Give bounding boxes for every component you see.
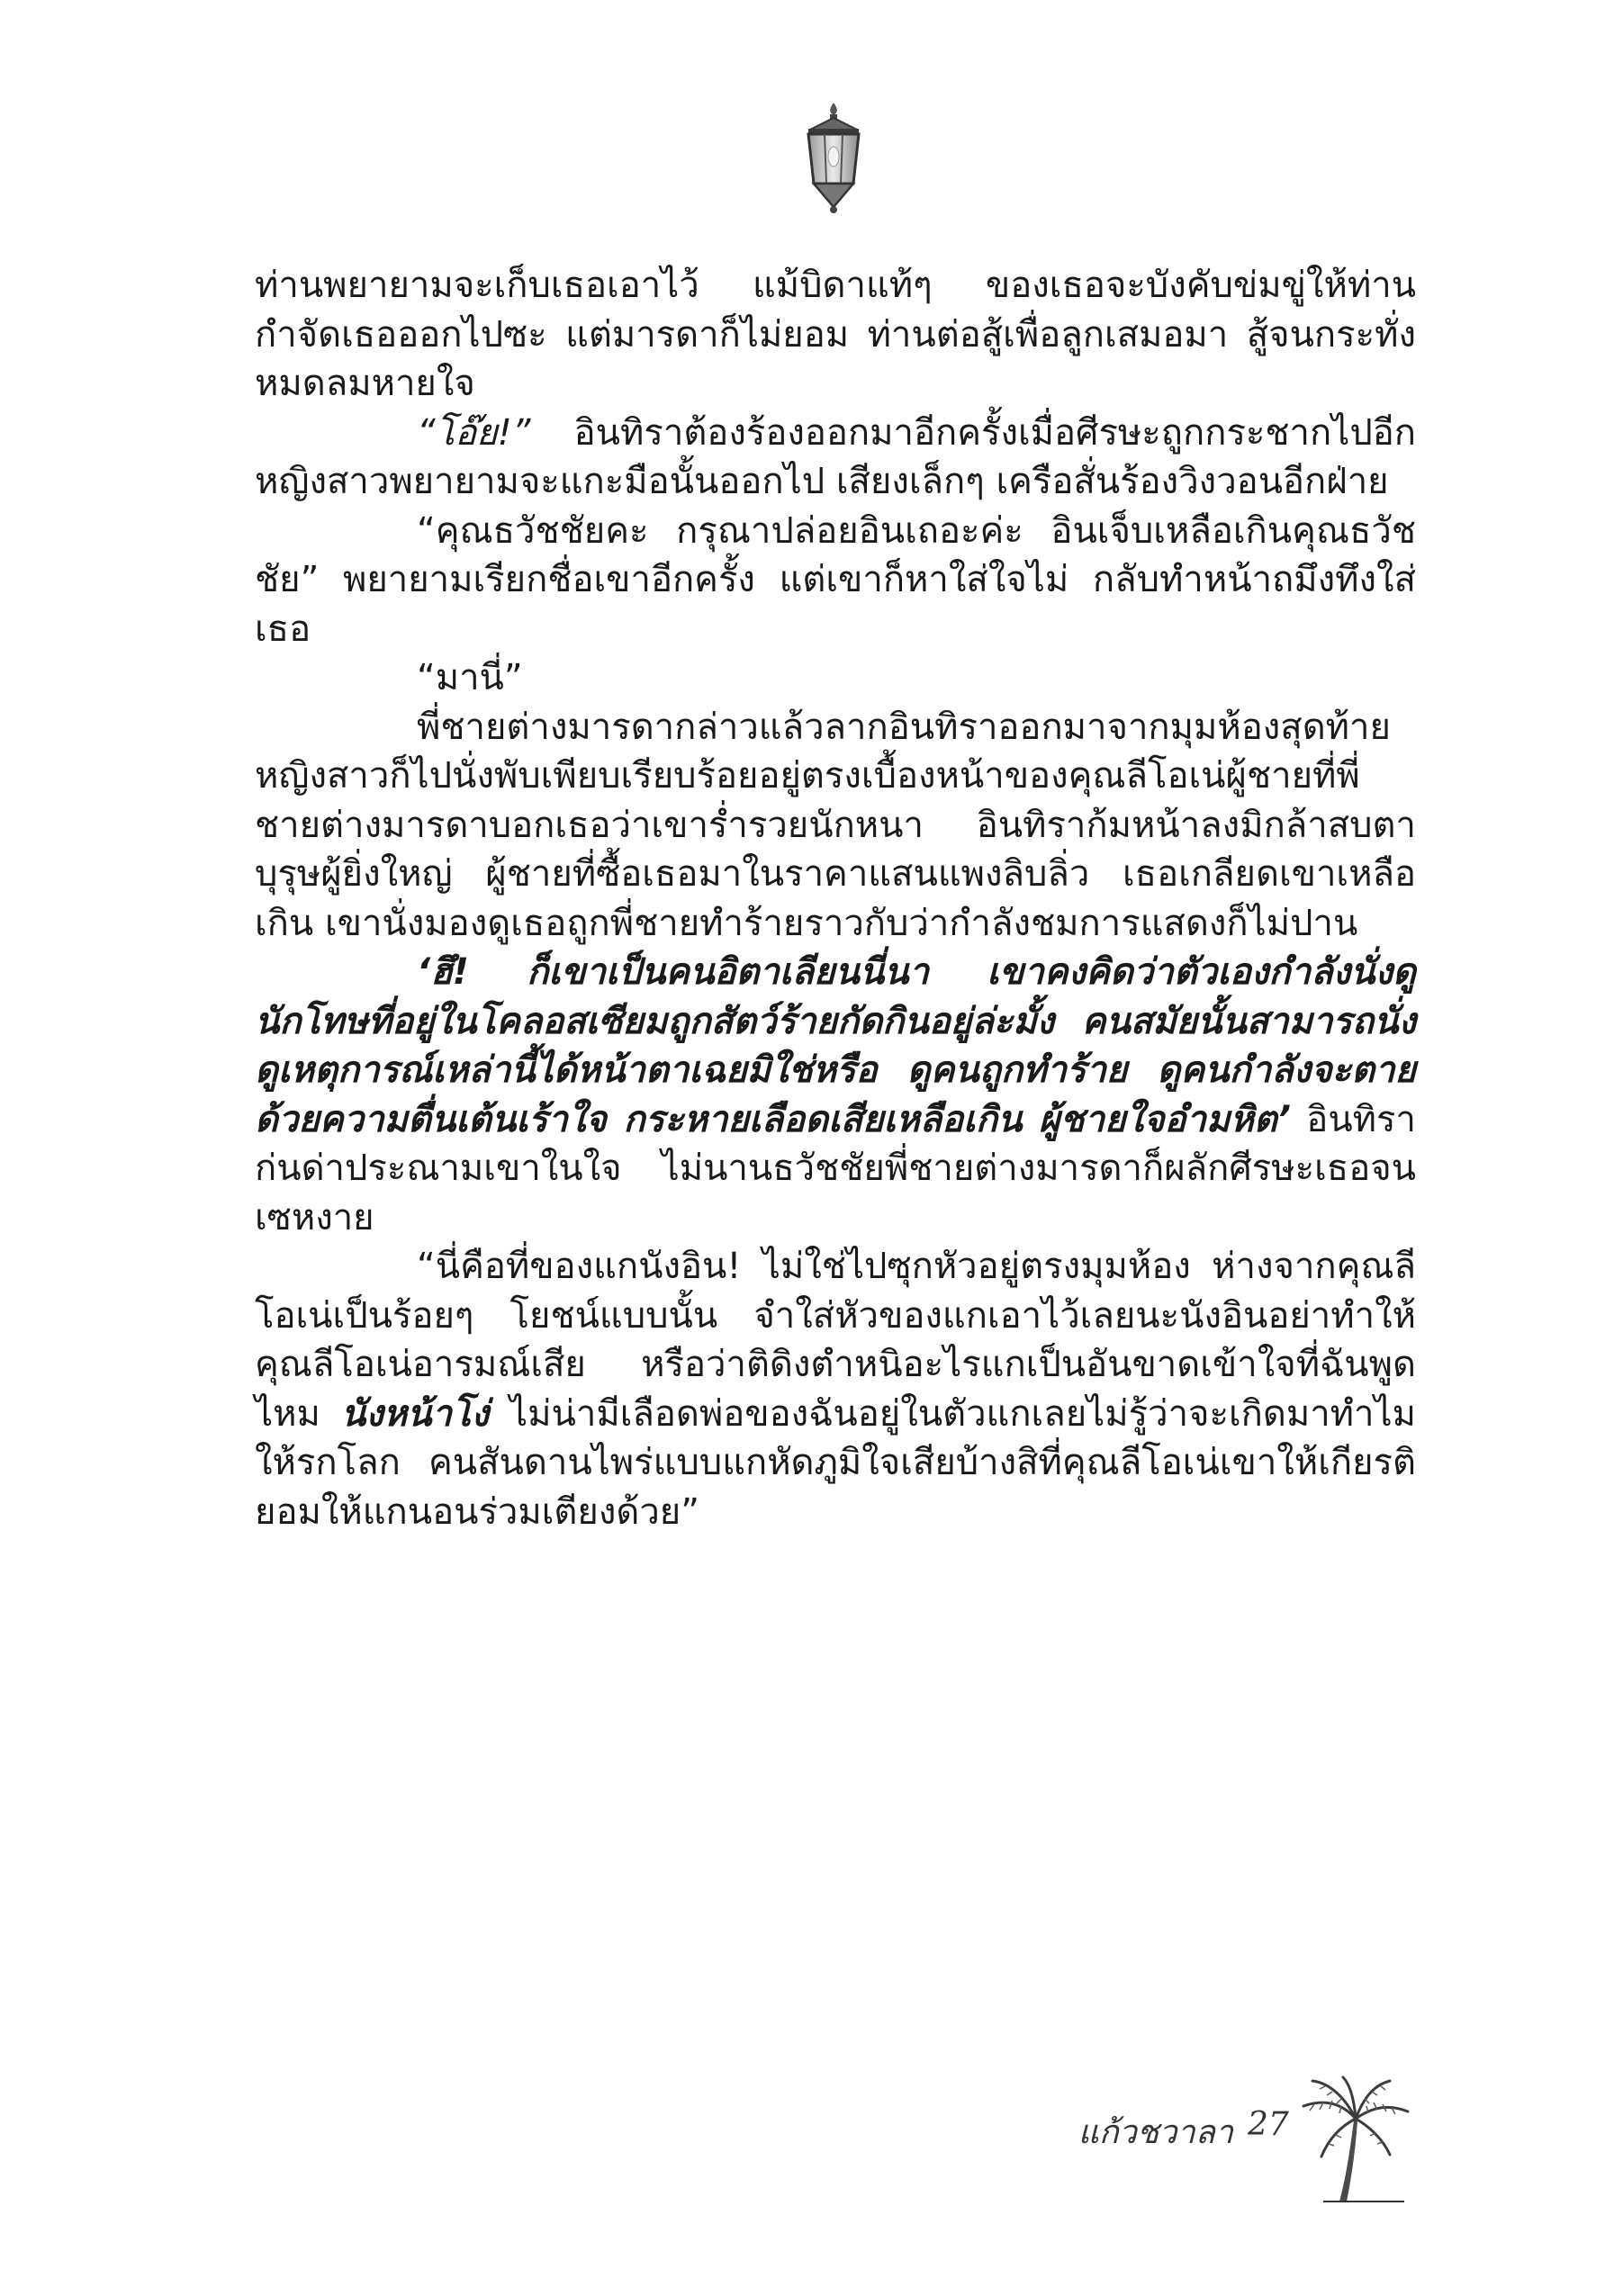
- page-footer: [936, 2086, 1404, 2203]
- text-run: อินทิราก่นด่าประณามเขาในใจ ไม่นานธวัชชัยพี่ชายต่างมารดาก็ผลักศีรษะเธอจนเซหงาย: [255, 1098, 1416, 1238]
- text-run: ไม่น่ามีเลือดพ่อของฉันอยู่ในตัวแกเลยไม่รู้ว่าจะเกิดมาทำไมให้รกโลก คนสันดานไพร่แบบแกหัดภูมิใจเสียบ้างสิที่คุณลีโอเน่เขาให้เกียรติยอมให้แกนอนร่วมเตียงด้วย”: [255, 1392, 1416, 1533]
- paragraph: [255, 1242, 1416, 1536]
- paragraph: [255, 261, 1416, 409]
- text-run: ‘ฮึ! ก็เขาเป็นคนอิตาเลียนนี่นา เขาคงคิดว่าตัวเองกำลังนั่งดูนักโทษที่อยู่ในโคลอสเซียมถูกสัตว์ร้ายกัดกินอยู่ล่ะมั้ง คนสมัยนั้นสามารถนั่งดูเหตุการณ์เหล่านี้ได้หน้าตาเฉยมิใช่หรือ ดูคนถูกทำร้าย ดูคนกำลังจะตายด้วยความตื่นเต้นเร้าใจ กระหายเลือดเสียเหลือเกิน ผู้ชายใจอำมหิต’: [255, 951, 1416, 1140]
- paragraph: [255, 653, 1416, 703]
- body-text: [255, 261, 1416, 1536]
- text-run: อินทิราต้องร้องออกมาอีกครั้งเมื่อศีรษะถูกกระชากไปอีก หญิงสาวพยายามจะแกะมือนั้นออกไป เสียงเล็กๆ เครือสั่นร้องวิงวอนอีกฝ่าย: [255, 411, 1416, 502]
- text-run: “นี่คือที่ของแกนังอิน! ไม่ใช่ไปซุกหัวอยู่ตรงมุมห้อง ห่างจากคุณลีโอเน่เป็นร้อยๆ โยชน์แบบนั้น จำใส่หัวของแกเอาไว้เลยนะนังอินอย่าทำให้คุณลีโอเน่อารมณ์เสีย หรือว่าติดิงตำหนิอะไรแกเป็นอันขาดเข้าใจที่ฉันพูดไหม: [255, 1246, 1416, 1435]
- page-number: 27: [1248, 2106, 1289, 2143]
- paragraph: [255, 507, 1416, 654]
- paragraph: [255, 948, 1416, 1242]
- text-run: นังหน้าโง่: [340, 1392, 489, 1435]
- text-run: “โอ๊ย!”: [417, 411, 531, 454]
- paragraph: [255, 409, 1416, 507]
- text-run: พี่ชายต่างมารดากล่าวแล้วลากอินทิราออกมาจากมุมห้องสุดท้ายหญิงสาวก็ไปนั่งพับเพียบเรียบร้อยอยู่ตรงเบื้องหน้าของคุณลีโอเน่ผู้ชายที่พี่ชายต่างมารดาบอกเธอว่าเขาร่ำรวยนักหนา อินทิราก้มหน้าลงมิกล้าสบตาบุรุษผู้ยิ่งใหญ่ ผู้ชายที่ซื้อเธอมาในราคาแสนแพงลิบลิ่ว เธอเกลียดเขาเหลือเกิน เขานั่งมองดูเธอถูกพี่ชายทำร้ายราวกับว่ากำลังชมการแสดงก็ไม่ปาน: [255, 706, 1416, 944]
- book-title: แก้วชวาลา: [1078, 2114, 1233, 2151]
- lantern-icon: [790, 101, 877, 218]
- text-run: “มานี่”: [417, 657, 523, 698]
- text-run: ท่านพยายามจะเก็บเธอเอาไว้ แม้บิดาแท้ๆ ของเธอจะบังคับข่มขู่ให้ท่านกำจัดเธอออกไปซะ แต่มารดาก็ไม่ยอม ท่านต่อสู้เพื่อลูกเสมอมา สู้จนกระทั่งหมดลมหายใจ: [255, 265, 1416, 404]
- paragraph: [255, 703, 1416, 949]
- text-run: “คุณธวัชชัยคะ กรุณาปล่อยอินเถอะค่ะ อินเจ็บเหลือเกินคุณธวัชชัย” พยายามเรียกชื่อเขาอีกครั้ง แต่เขาก็หาใส่ใจไม่ กลับทำหน้าถมึงทึงใส่เธอ: [255, 509, 1416, 650]
- palm-tree-icon: [1296, 2075, 1413, 2206]
